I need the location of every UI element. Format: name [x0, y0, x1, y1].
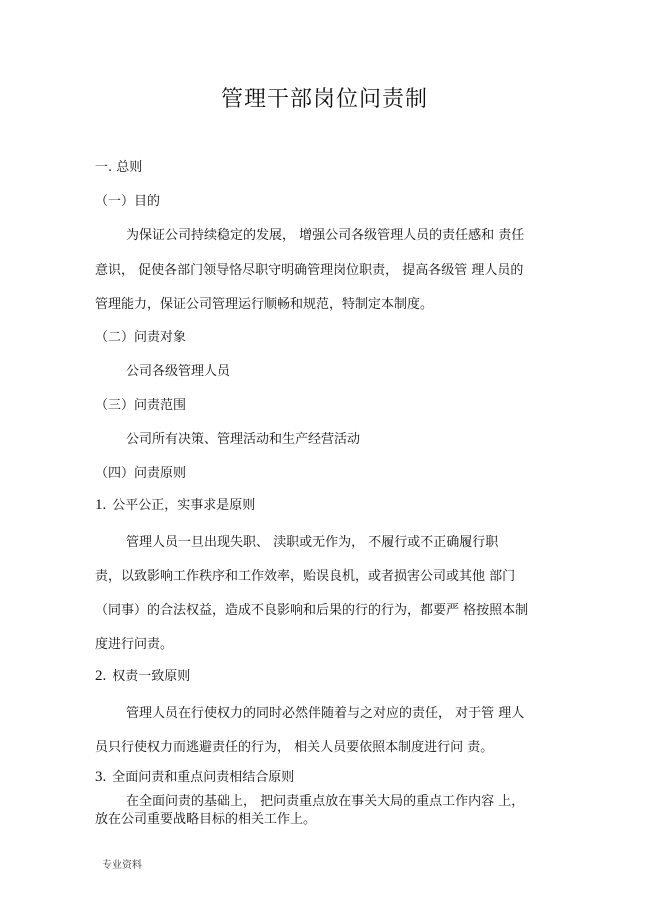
- principle-1-heading: [95, 494, 255, 514]
- principle-1-number: 1.: [95, 497, 107, 513]
- principle-2-number: 2.: [95, 668, 107, 684]
- principle-1-title: 公平公正，实事求是原则: [112, 498, 256, 513]
- footer-label: 专业资料: [102, 860, 142, 871]
- principle-2-heading: [95, 665, 190, 685]
- principle-3-heading: [95, 766, 294, 786]
- principle-1-line-3: （同事）的合法权益，造成不良影响和后果的行的行为，都要严 格按照本制: [95, 603, 529, 618]
- scope-text: 公司所有决策、管理活动和生产经营活动: [126, 432, 361, 447]
- target-text: 公司各级管理人员: [126, 364, 231, 379]
- principle-3-title: 全面问责和重点问责相结合原则: [112, 770, 295, 785]
- principle-3-number: 3.: [95, 769, 107, 785]
- page-title: 管理干部岗位问责制: [220, 87, 428, 112]
- purpose-line-1: 为保证公司持续稳定的发展， 增强公司各级管理人员的责任感和 责任: [126, 228, 525, 243]
- principle-2-title: 权责一致原则: [112, 669, 191, 684]
- purpose-line-3: 管理能力，保证公司管理运行顺畅和规范，特制定本制度。: [95, 297, 434, 312]
- scope-heading: （三）问责范围: [95, 398, 187, 413]
- principle-1-line-1: 管理人员一旦出现失职、 渎职或无作为， 不履行或不正确履行职: [126, 535, 499, 550]
- purpose-line-2: 意识， 促使各部门领导恪尽职守明确管理岗位职责， 提高各级管 理人员的: [95, 263, 524, 278]
- principle-1-line-4: 度进行问责。: [95, 637, 174, 652]
- principle-2-line-2: 员只行使权力而逃避责任的行为， 相关人员要依照本制度进行问 责。: [95, 740, 494, 755]
- principle-1-line-2: 责，以致影响工作秩序和工作效率，贻误良机，或者损害公司或其他 部门: [95, 569, 516, 584]
- principle-3-line-2: 放在公司重要战略目标的相关工作上。: [95, 812, 317, 827]
- section-general-heading: 一. 总则: [95, 160, 143, 175]
- principle-2-line-1: 管理人员在行使权力的同时必然伴随着与之对应的责任， 对于管 理人: [126, 706, 525, 721]
- purpose-heading: （一）目的: [95, 194, 161, 209]
- principle-3-line-1: 在全面问责的基础上， 把问责重点放在事关大局的重点工作内容 上，: [126, 794, 525, 809]
- principles-heading: （四）问责原则: [95, 466, 187, 481]
- target-heading: （二）问责对象: [95, 330, 187, 345]
